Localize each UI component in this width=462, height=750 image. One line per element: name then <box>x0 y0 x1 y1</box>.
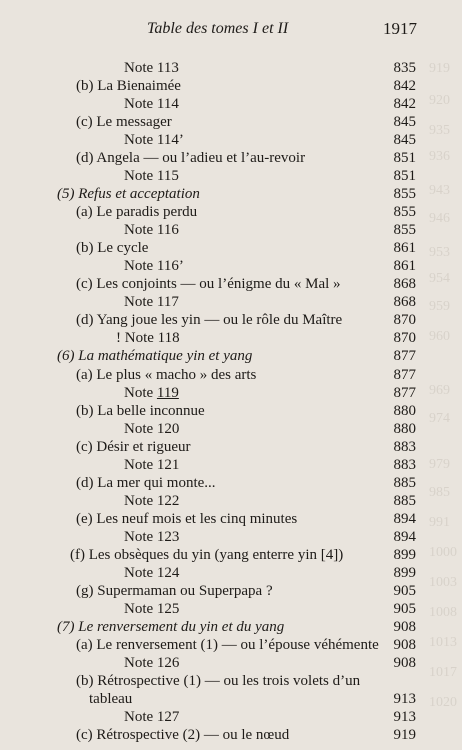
toc-entry-label: (a) Le paradis perdu <box>76 204 198 221</box>
toc-entry-label: Note 125 <box>124 600 180 617</box>
toc-entry-label: (6) La mathématique yin et yang <box>57 348 253 365</box>
toc-entry-label: Note 122 <box>124 492 180 509</box>
toc-entry-label: Note 119 <box>124 384 179 401</box>
toc-entry-label: (b) Rétrospective (1) — ou les trois volets d’un <box>76 672 361 689</box>
svg-text:920: 920 <box>429 93 450 108</box>
svg-text:969: 969 <box>429 383 450 398</box>
toc-entry-label: Note 116 <box>124 222 179 239</box>
toc-entry-page: 913 <box>393 709 416 725</box>
toc-entry-label: Note 116’ <box>124 258 184 275</box>
toc-entry-label: (5) Refus et acceptation <box>57 186 200 203</box>
toc-entry-label: Note 123 <box>124 528 180 545</box>
toc-entry-label: (c) Rétrospective (2) — ou le nœud <box>76 727 290 743</box>
toc-entry-page: 913 <box>393 690 416 707</box>
svg-text:946: 946 <box>429 211 450 226</box>
toc-entry-page: 861 <box>393 258 416 275</box>
toc-entry-page: 855 <box>393 186 416 203</box>
svg-text:960: 960 <box>429 329 450 344</box>
svg-text:1017: 1017 <box>429 665 457 680</box>
toc-entry-label: (d) La mer qui monte... <box>76 474 216 491</box>
toc-entry-label: (a) Le plus « macho » des arts <box>76 366 257 383</box>
toc-entry-label: (c) Le messager <box>76 114 172 131</box>
svg-text:1013: 1013 <box>429 635 457 650</box>
toc-entry-label: Note 117 <box>124 294 179 311</box>
toc-entry-page: 855 <box>393 222 416 239</box>
toc-entry-label: Note 127 <box>124 709 180 725</box>
running-header-title: Table des tomes I et II <box>147 20 289 37</box>
toc-entry-page: 908 <box>393 618 416 635</box>
underlined-number: 119 <box>156 384 179 401</box>
toc-entry-page: 845 <box>393 114 416 131</box>
toc-entry-label: (f) Les obsèques du yin (yang enterre yin [4]) <box>70 546 344 563</box>
svg-text:943: 943 <box>429 183 450 198</box>
toc-entry-page: 908 <box>393 636 416 653</box>
svg-text:959: 959 <box>429 299 450 314</box>
toc-entry-label: (a) Le renversement (1) — ou l’épouse véhémente <box>76 636 379 653</box>
toc-entry-page: 877 <box>393 348 416 365</box>
toc-entry-label: (c) Les conjoints — ou l’énigme du « Mal » <box>76 276 341 293</box>
toc-entry-page: 870 <box>393 330 416 347</box>
toc-entry-page: 908 <box>393 654 416 671</box>
page-number: 1917 <box>383 19 417 38</box>
toc-entry-label: Note 121 <box>124 456 180 473</box>
svg-text:974: 974 <box>429 411 450 426</box>
toc-entry-label: Note 126 <box>124 654 180 671</box>
toc-entry-label: (d) Angela — ou l’adieu et l’au-revoir <box>76 150 306 167</box>
toc-entry-page: 905 <box>393 582 416 599</box>
toc-entry-page: 842 <box>393 96 416 113</box>
toc-entry-page: 885 <box>393 492 416 509</box>
svg-text:991: 991 <box>429 515 450 530</box>
svg-text:1000: 1000 <box>429 545 457 560</box>
toc-entry-label: (b) La Bienaimée <box>76 78 181 94</box>
toc-entry-label: (7) Le renversement du yin et du yang <box>57 618 285 635</box>
toc-entry-label: (d) Yang joue les yin — ou le rôle du Maître <box>76 312 343 329</box>
toc-entry-label: (e) Les neuf mois et les cinq minutes <box>76 510 298 527</box>
toc-entry-page: 877 <box>393 384 416 401</box>
toc-entry-page: 851 <box>393 168 416 185</box>
toc-entry-page: 880 <box>393 420 416 437</box>
toc-entry-page: 868 <box>393 294 416 311</box>
svg-text:954: 954 <box>429 271 450 286</box>
svg-text:1008: 1008 <box>429 605 457 620</box>
toc-entry-label: ! Note 118 <box>116 330 180 347</box>
svg-text:936: 936 <box>429 149 450 164</box>
toc-entry-page: 845 <box>393 132 416 149</box>
toc-entry-label: (c) Désir et rigueur <box>76 438 191 455</box>
toc-entry-page: 855 <box>393 204 416 221</box>
toc-entry-label: (b) La belle inconnue <box>76 402 205 419</box>
toc-entry-page: 880 <box>393 402 416 419</box>
toc-entry-page: 835 <box>393 60 416 76</box>
toc-entry-page: 870 <box>393 312 416 329</box>
svg-text:1003: 1003 <box>429 575 457 590</box>
toc-entry-page: 883 <box>393 438 416 455</box>
toc-entry-page: 842 <box>393 78 416 94</box>
toc-entry-label: Note 120 <box>124 420 180 437</box>
toc-entry-page: 894 <box>393 510 416 527</box>
toc-entry-page: 894 <box>393 528 416 545</box>
toc-entry-label: (g) Supermaman ou Superpapa ? <box>76 582 273 599</box>
svg-text:985: 985 <box>429 485 450 500</box>
toc-entry-page: 877 <box>393 366 416 383</box>
toc-entry-page: 905 <box>393 600 416 617</box>
svg-text:1020: 1020 <box>429 695 457 710</box>
toc-entry-page: 899 <box>393 546 416 563</box>
toc-entry-label: Note 115 <box>124 168 179 185</box>
toc-entry-label: Note 124 <box>124 564 180 581</box>
svg-text:919: 919 <box>429 61 450 76</box>
toc-entry-page: 851 <box>393 150 416 167</box>
svg-text:979: 979 <box>429 457 450 472</box>
toc-entry-label: (b) Le cycle <box>76 240 149 257</box>
toc-entry-page: 919 <box>393 727 416 743</box>
toc-entry-label: Note 114 <box>124 96 179 113</box>
svg-text:953: 953 <box>429 245 450 260</box>
toc-entry-page: 883 <box>393 456 416 473</box>
svg-text:935: 935 <box>429 123 450 138</box>
toc-entry-label: Note 113 <box>124 60 179 76</box>
toc-entry-page: 868 <box>393 276 416 293</box>
toc-entry-label: Note 114’ <box>124 132 184 149</box>
toc-entry-page: 861 <box>393 240 416 257</box>
toc-entry-label: tableau <box>89 690 133 707</box>
toc-entry-page: 885 <box>393 474 416 491</box>
toc-entry-page: 899 <box>393 564 416 581</box>
